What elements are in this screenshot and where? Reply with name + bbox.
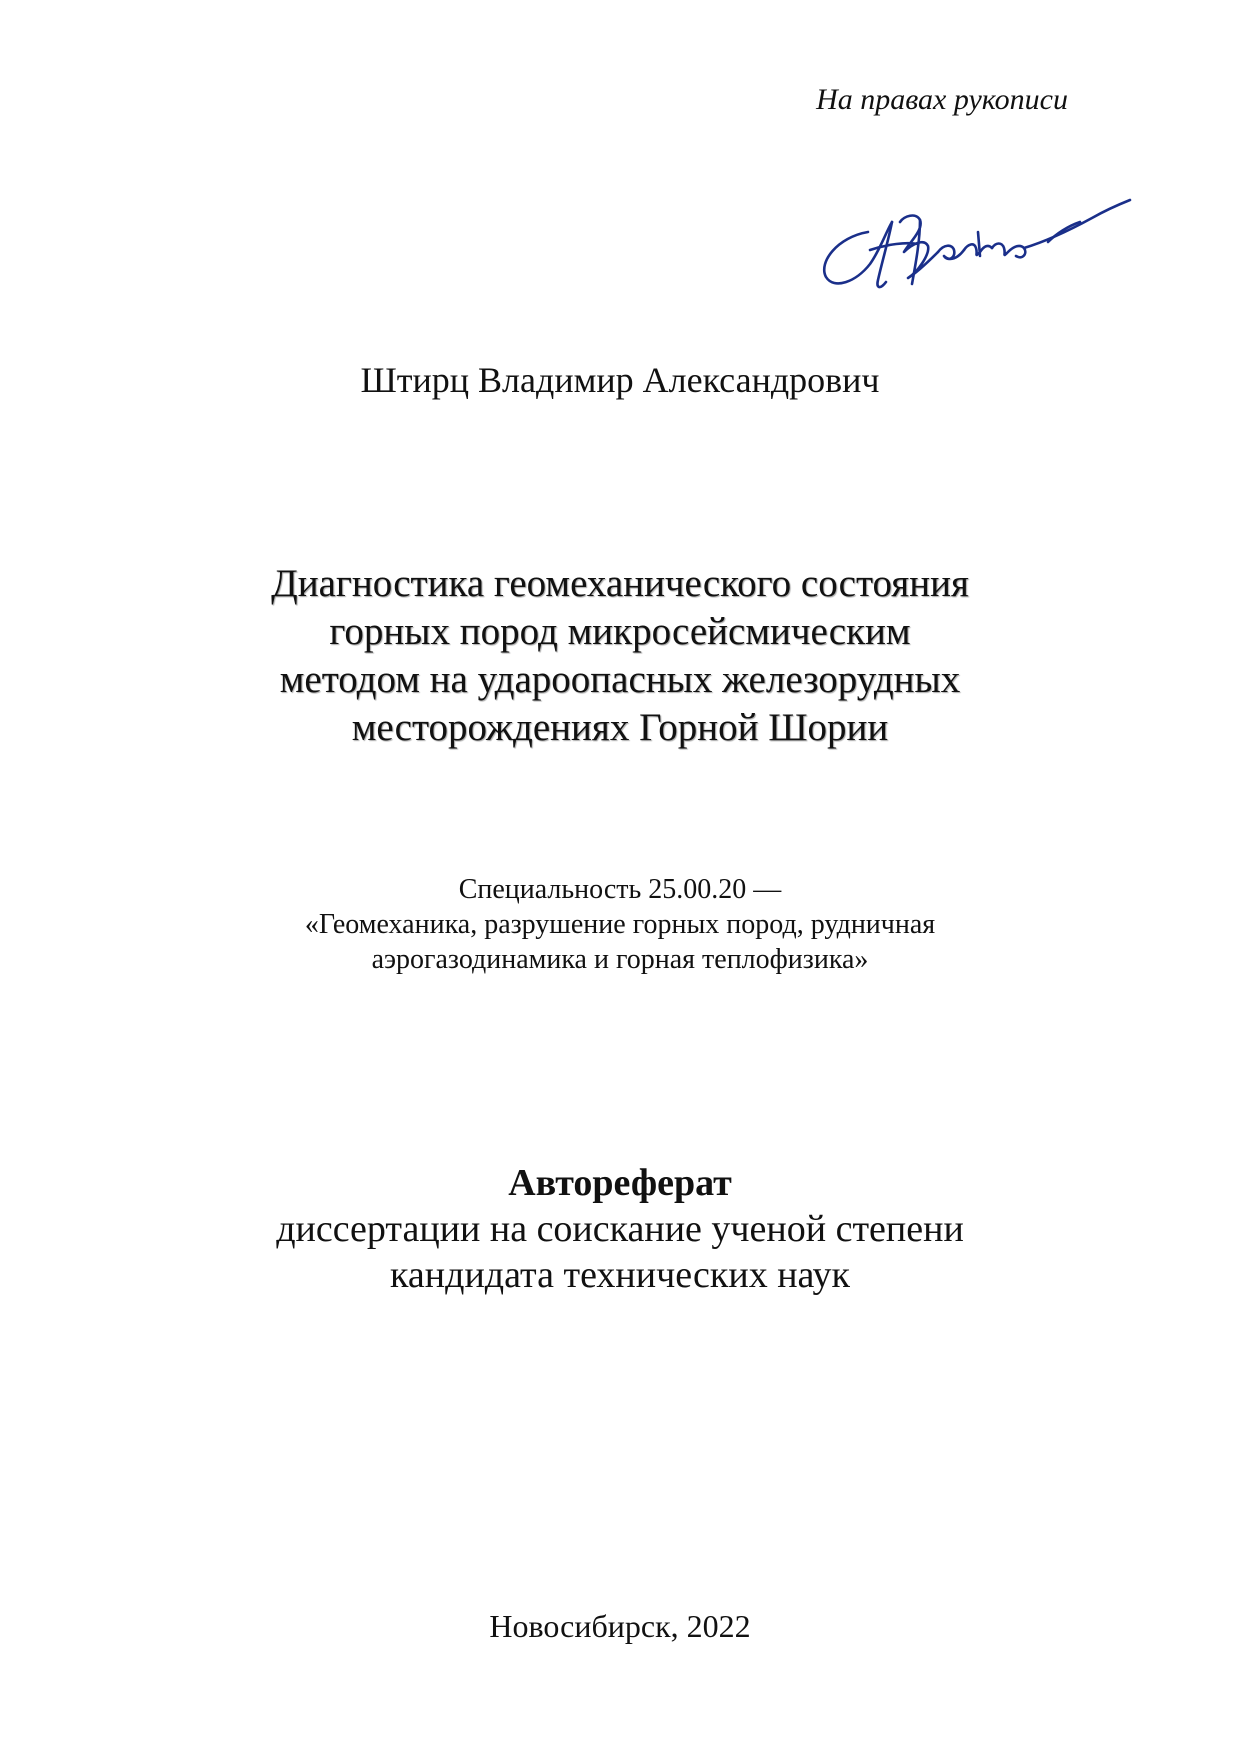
specialty-line: аэрогазодинамика и горная теплофизика»: [371, 944, 869, 975]
specialty-line: «Геомеханика, разрушение горных пород, рудничная: [304, 909, 936, 940]
dissertation-title: [0, 560, 1240, 752]
title-line: горных пород микросейсмическим: [329, 610, 911, 653]
handwritten-signature: [808, 192, 1138, 302]
specialty-block: [0, 872, 1240, 977]
specialty-line: Специальность 25.00.20 —: [458, 874, 782, 905]
author-name: Штирц Владимир Александрович: [360, 360, 880, 400]
abstract-block: [0, 1160, 1240, 1298]
abstract-line: кандидата технических наук: [390, 1254, 850, 1296]
title-line: Диагностика геомеханического состояния: [271, 562, 969, 605]
title-line: методом на удароопасных железорудных: [279, 658, 961, 701]
rights-note: На правах рукописи: [816, 83, 1068, 116]
title-line: месторождениях Горной Шории: [351, 706, 889, 749]
abstract-heading: Автореферат: [508, 1162, 732, 1204]
place-year: Новосибирск, 2022: [489, 1608, 751, 1644]
abstract-line: диссертации на соискание ученой степени: [276, 1208, 964, 1250]
